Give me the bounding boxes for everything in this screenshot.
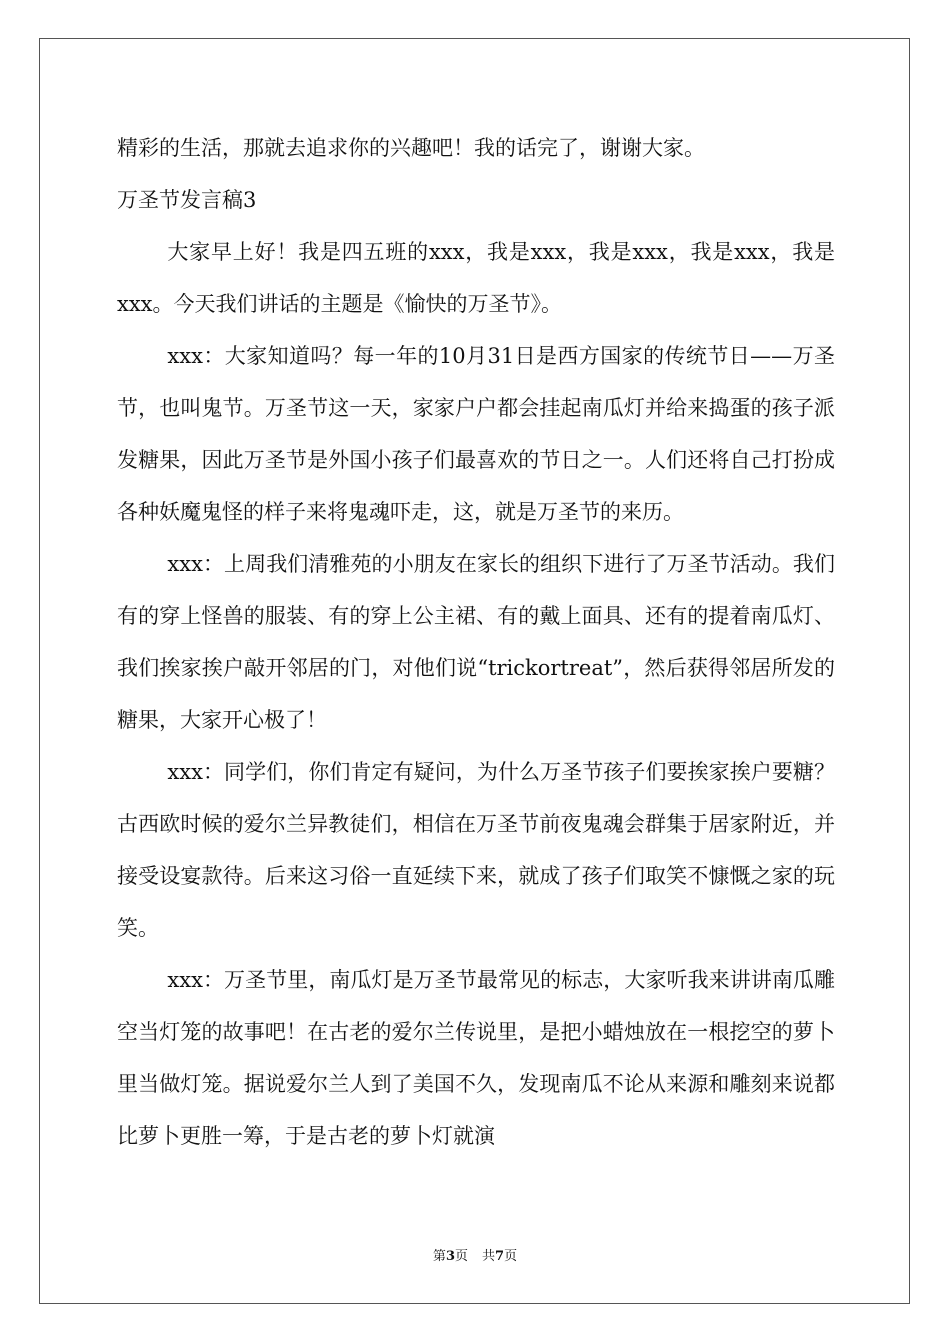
page-current: 3 [445, 1249, 455, 1264]
document-body [117, 122, 835, 1162]
continuation-text: 精彩的生活，那就去追求你的兴趣吧！我的话完了，谢谢大家。 [117, 136, 705, 160]
paragraph-5: xxx：万圣节里，南瓜灯是万圣节最常见的标志，大家听我来讲讲南瓜雕空当灯笼的故事吧！在古老的爱尔兰传说里，是把小蜡烛放在一根挖空的萝卜里当做灯笼。据说爱尔兰人到了美国不久，发现南瓜不论从来源和雕刻来说都比萝卜更胜一筹，于是古老的萝卜灯就演 [117, 968, 835, 1148]
paragraph-2: xxx：大家知道吗？每一年的10月31日是西方国家的传统节日——万圣节，也叫鬼节。万圣节这一天，家家户户都会挂起南瓜灯并给来捣蛋的孩子派发糖果，因此万圣节是外国小孩子们最喜欢的节日之一。人们还将自己打扮成各种妖魔鬼怪的样子来将鬼魂吓走，这，就是万圣节的来历。 [117, 344, 835, 524]
total-prefix: 共 [482, 1249, 496, 1264]
section-title: 万圣节发言稿3 [117, 188, 257, 212]
total-suffix: 页 [504, 1249, 518, 1264]
page-total: 7 [495, 1249, 505, 1264]
page-footer [0, 1245, 950, 1264]
paragraph-4: xxx：同学们，你们肯定有疑问，为什么万圣节孩子们要挨家挨户要糖？古西欧时候的爱尔兰异教徒们，相信在万圣节前夜鬼魂会群集于居家附近，并接受设宴款待。后来这习俗一直延续下来，就成了孩子们取笑不慷慨之家的玩笑。 [117, 760, 835, 940]
page-suffix: 页 [454, 1249, 468, 1264]
paragraph-3: xxx：上周我们清雅苑的小朋友在家长的组织下进行了万圣节活动。我们有的穿上怪兽的服装、有的穿上公主裙、有的戴上面具、还有的提着南瓜灯、我们挨家挨户敲开邻居的门，对他们说“trickortreat”，然后获得邻居所发的糖果，大家开心极了！ [117, 552, 835, 732]
page-prefix: 第 [432, 1249, 446, 1264]
paragraph-1: 大家早上好！我是四五班的xxx，我是xxx，我是xxx，我是xxx，我是xxx。今天我们讲话的主题是《愉快的万圣节》。 [117, 240, 835, 316]
